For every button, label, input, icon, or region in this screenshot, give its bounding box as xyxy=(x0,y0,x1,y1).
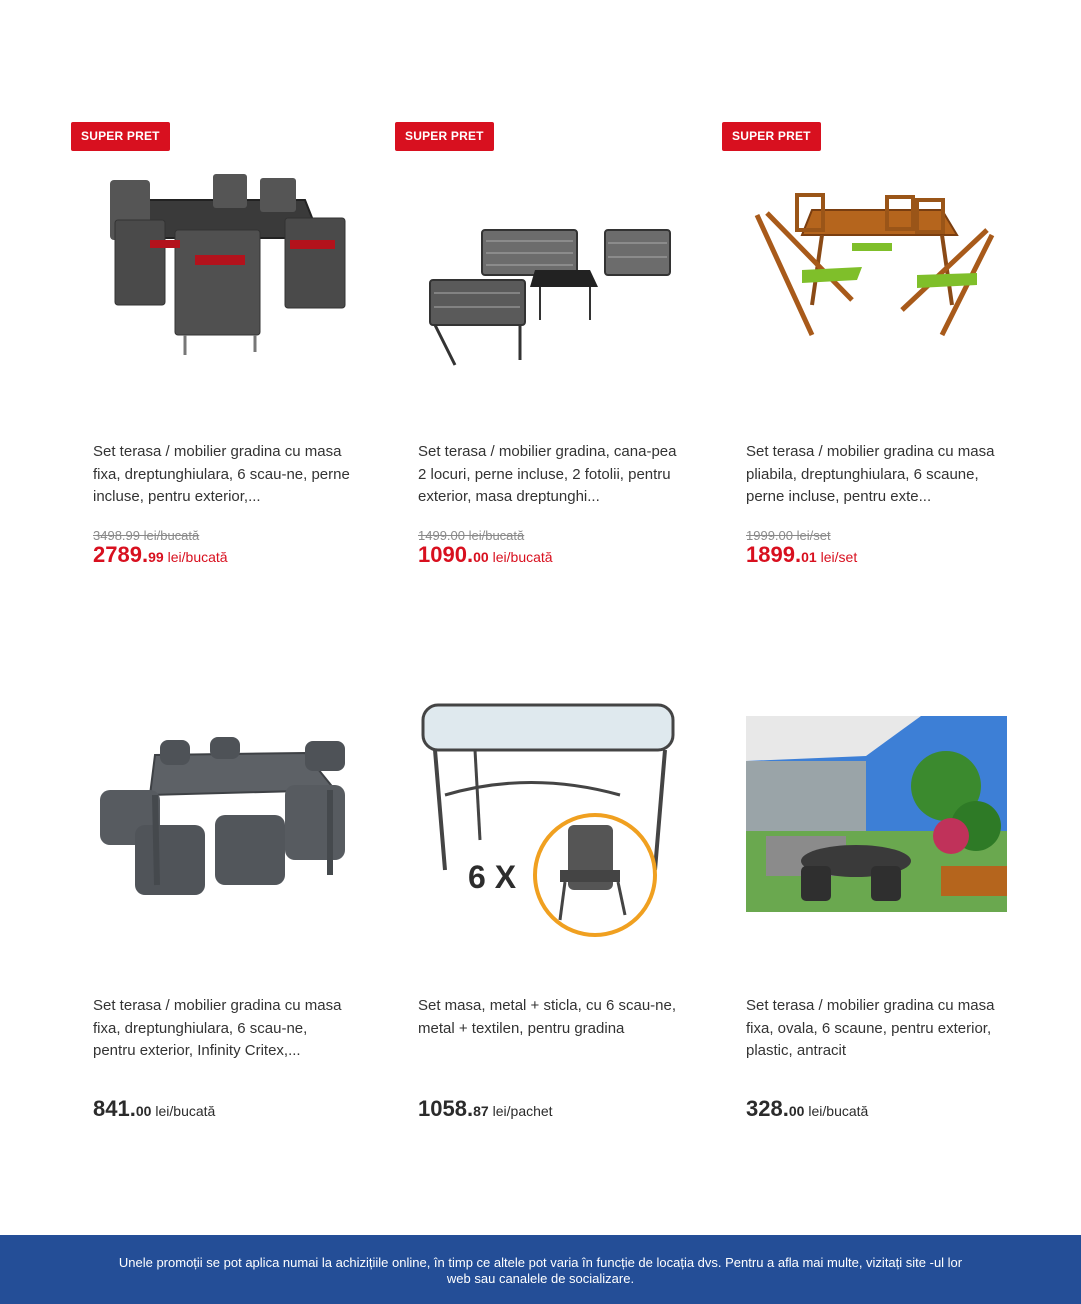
product-image[interactable] xyxy=(95,170,355,360)
product-image[interactable] xyxy=(95,735,355,900)
product-image[interactable] xyxy=(746,716,1007,912)
super-pret-badge: SUPER PRET xyxy=(722,122,821,151)
current-price: 2789.99 lei/bucată xyxy=(93,542,228,567)
product-title[interactable]: Set terasa / mobilier gradina, cana-pea 2 locuri, perne incluse, 2 fotolii, pentru exterior, masa dreptunghi... xyxy=(418,443,677,505)
old-price: 1499.00 lei/bucată xyxy=(418,528,525,543)
quantity-overlay-text: 6 X xyxy=(468,859,517,895)
product-title[interactable]: Set terasa / mobilier gradina cu masa fixa, ovala, 6 scaune, pentru exterior, plastic, antracit xyxy=(746,997,995,1059)
super-pret-badge: SUPER PRET xyxy=(395,122,494,151)
current-price: 1899.01 lei/set xyxy=(746,542,858,567)
product-title[interactable]: Set terasa / mobilier gradina cu masa fixa, dreptunghiulara, 6 scau-ne, pentru exterior, Infinity Critex,... xyxy=(93,997,342,1059)
product-title[interactable]: Set masa, metal + sticla, cu 6 scau-ne, metal + textilen, pentru gradina xyxy=(418,997,677,1037)
current-price: 1058.87 lei/pachet xyxy=(418,1096,553,1121)
footer-disclaimer: Unele promoții se pot aplica numai la achizițiile online, în timp ce altele pot varia în funcție de locația dvs. Pentru a afla mai multe, vizitați site -ul lor web sau canalele de socializare. xyxy=(0,1235,1081,1304)
old-price: 3498.99 lei/bucată xyxy=(93,528,200,543)
current-price: 328.00 lei/bucată xyxy=(746,1096,869,1121)
product-image[interactable] xyxy=(752,185,1002,350)
old-price: 1999.00 lei/set xyxy=(746,528,831,543)
super-pret-badge: SUPER PRET xyxy=(71,122,170,151)
product-image[interactable] xyxy=(420,215,680,375)
product-title[interactable]: Set terasa / mobilier gradina cu masa fixa, dreptunghiulara, 6 scau-ne, perne incluse, pentru exterior,... xyxy=(93,443,350,505)
current-price: 1090.00 lei/bucată xyxy=(418,542,553,567)
product-image[interactable] xyxy=(420,700,680,940)
product-title[interactable]: Set terasa / mobilier gradina cu masa pliabila, dreptunghiulara, 6 scaune, perne incluse, pentru exte... xyxy=(746,443,995,505)
current-price: 841.00 lei/bucată xyxy=(93,1096,216,1121)
